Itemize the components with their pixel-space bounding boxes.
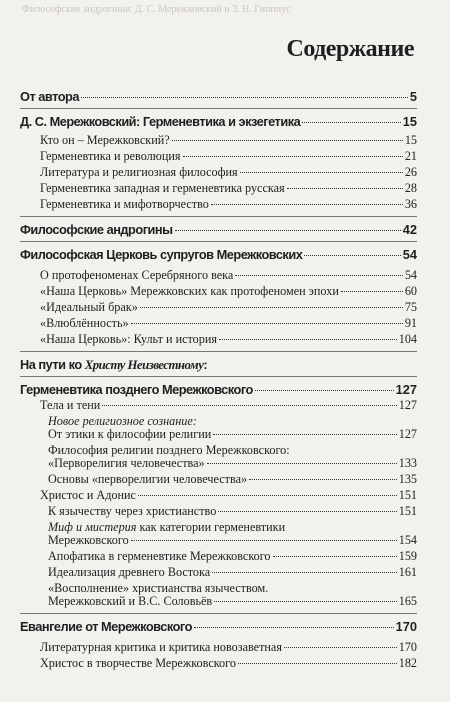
toc-entry	[20, 505, 417, 518]
toc-entry-title: Идеализация древнего Востока	[48, 565, 211, 579]
toc-entry-page: 60	[404, 284, 417, 298]
leader-dots	[213, 434, 396, 435]
toc-entry-page: 135	[398, 472, 417, 486]
divider	[20, 351, 417, 352]
toc-entry	[20, 489, 417, 502]
toc-entry	[20, 566, 417, 579]
toc-entry	[20, 166, 417, 179]
leader-dots	[140, 307, 403, 308]
toc-entry-title: Христос в творчестве Мережковского	[40, 656, 236, 670]
leader-dots	[214, 601, 397, 602]
toc-entry	[20, 657, 417, 670]
leader-dots	[284, 647, 397, 648]
toc-entry	[20, 473, 417, 486]
toc-entry	[20, 457, 417, 470]
toc-entry-title: К язычеству через христианство	[48, 504, 217, 518]
part-heading-text	[20, 358, 207, 372]
toc-entry-page: 91	[404, 316, 417, 330]
toc-entry	[20, 317, 417, 330]
leader-dots	[183, 156, 403, 157]
toc-entry-title: «Перворелигия человечества»	[48, 456, 205, 470]
toc-entry	[20, 534, 417, 547]
leader-dots	[131, 323, 403, 324]
toc-entry-title: Философские андрогины	[20, 222, 173, 237]
table-of-contents	[20, 90, 417, 670]
leader-dots	[207, 463, 397, 464]
part-heading-a: На пути ко	[20, 357, 85, 372]
toc-entry	[20, 269, 417, 282]
toc-entry-page: 28	[404, 181, 417, 195]
toc-subheading: Новое религиозное сознание:	[48, 414, 197, 428]
divider	[20, 108, 417, 109]
leader-dots	[172, 140, 403, 141]
toc-entry-title: Христос и Адонис	[40, 488, 136, 502]
toc-entry-title: Философская Церковь супругов Мережковских	[20, 247, 303, 262]
toc-entry-page: 75	[404, 300, 417, 314]
part-heading-c: :	[203, 357, 208, 372]
toc-entry-page: 161	[398, 565, 417, 579]
toc-entry-title: От этики к философии религии	[48, 427, 212, 441]
divider	[20, 241, 417, 242]
toc-entry-page: 165	[398, 594, 417, 608]
divider	[20, 613, 417, 614]
toc-entry-page: 151	[398, 488, 417, 502]
toc-entry-title: Герменевтика позднего Мережковского	[20, 382, 253, 397]
toc-entry	[20, 90, 417, 103]
toc-entry-page: 15	[402, 114, 417, 129]
toc-entry-title: Литературная критика и критика новозаветная	[40, 640, 282, 654]
leader-dots	[211, 204, 403, 205]
toc-entry-page: 36	[404, 197, 417, 211]
toc-entry	[20, 248, 417, 261]
leader-dots	[194, 627, 394, 628]
toc-entry-title: Д. С. Мережковский: Герменевтика и экзегетика	[20, 114, 301, 129]
toc-entry-title: Тела и тени	[40, 398, 101, 412]
toc-entry-title: Евангелие от Мережковского	[20, 619, 192, 634]
toc-entry-title: Герменевтика и мифотворчество	[40, 197, 209, 211]
toc-entry-title: О протофеноменах Серебряного века	[40, 268, 234, 282]
toc-entry-page: 133	[398, 456, 417, 470]
toc-entry-title: Мережковского	[48, 533, 129, 547]
toc-entry	[20, 333, 417, 346]
toc-entry-page: 42	[402, 222, 417, 237]
leader-dots	[287, 188, 403, 189]
toc-entry	[20, 150, 417, 163]
leader-dots	[212, 572, 397, 573]
toc-entry-title: Герменевтика и революция	[40, 149, 181, 163]
toc-entry-title: Мережковский и В.С. Соловьёв	[48, 594, 213, 608]
leader-dots	[302, 122, 401, 123]
toc-entry-page: 127	[398, 398, 417, 412]
toc-subheading: Философия религии позднего Мережковского:	[48, 443, 290, 457]
part-heading	[20, 358, 417, 371]
toc-entry-title: «Наша Церковь»: Культ и история	[40, 332, 217, 346]
toc-entry	[20, 620, 417, 633]
toc-entry-title: Кто он – Мережковский?	[40, 133, 170, 147]
toc-entry-title: Апофатика в герменевтике Мережковского	[48, 549, 271, 563]
toc-entry-page: 15	[404, 133, 417, 147]
leader-dots	[341, 291, 403, 292]
toc-entry-page: 54	[404, 268, 417, 282]
toc-entry	[20, 198, 417, 211]
toc-entry-page: 104	[398, 332, 417, 346]
toc-entry-title: От автора	[20, 89, 79, 104]
toc-entry	[20, 399, 417, 412]
leader-dots	[238, 663, 397, 664]
leader-dots	[138, 495, 397, 496]
toc-entry	[20, 641, 417, 654]
toc-entry	[20, 285, 417, 298]
toc-entry-title: «Наша Церковь» Мережковских как протофеномен эпохи	[40, 284, 339, 298]
toc-entry	[20, 550, 417, 563]
toc-entry-title: «Влюблённость»	[40, 316, 129, 330]
toc-entry	[20, 383, 417, 396]
leader-dots	[102, 405, 396, 406]
bleed-through-text: Философские андрогины: Д. С. Мережковский и З. Н. Гиппиус	[22, 4, 291, 15]
leader-dots	[235, 275, 402, 276]
leader-dots	[218, 511, 396, 512]
toc-entry	[20, 595, 417, 608]
toc-entry	[20, 134, 417, 147]
toc-entry-page: 26	[404, 165, 417, 179]
divider	[20, 376, 417, 377]
leader-dots	[175, 230, 401, 231]
leader-dots	[249, 479, 397, 480]
leader-dots	[131, 540, 397, 541]
toc-entry-title: Герменевтика западная и герменевтика русская	[40, 181, 285, 195]
toc-entry-page: 170	[398, 640, 417, 654]
leader-dots	[255, 390, 394, 391]
toc-entry-page: 21	[404, 149, 417, 163]
toc-entry	[20, 428, 417, 441]
toc-entry-title: «Идеальный брак»	[40, 300, 138, 314]
toc-entry-page: 127	[398, 427, 417, 441]
leader-dots	[81, 97, 408, 98]
toc-entry	[20, 115, 417, 128]
toc-entry-page: 182	[398, 656, 417, 670]
toc-entry	[20, 301, 417, 314]
part-heading-b: Христу Неизвестному	[84, 358, 204, 372]
toc-entry-page: 151	[398, 504, 417, 518]
leader-dots	[240, 172, 403, 173]
toc-entry-page: 5	[409, 89, 417, 104]
toc-entry-page: 170	[395, 619, 417, 634]
toc-entry-title: Литература и религиозная философия	[40, 165, 238, 179]
toc-entry	[20, 182, 417, 195]
toc-subheading-italic: Миф и мистерия	[48, 520, 137, 534]
toc-entry-page: 159	[398, 549, 417, 563]
leader-dots	[219, 339, 397, 340]
leader-dots	[304, 255, 400, 256]
toc-entry	[20, 223, 417, 236]
toc-entry-title: Основы «перворелигии человечества»	[48, 472, 248, 486]
toc-entry-page: 127	[395, 382, 417, 397]
divider	[20, 216, 417, 217]
toc-entry-page: 154	[398, 533, 417, 547]
toc-subheading: «Восполнение» христианства язычеством.	[48, 581, 269, 595]
toc-subheading-rest: как категории герменевтики	[136, 520, 286, 534]
toc-entry-page: 54	[402, 247, 417, 262]
leader-dots	[273, 556, 397, 557]
page-title: Содержание	[286, 36, 414, 62]
